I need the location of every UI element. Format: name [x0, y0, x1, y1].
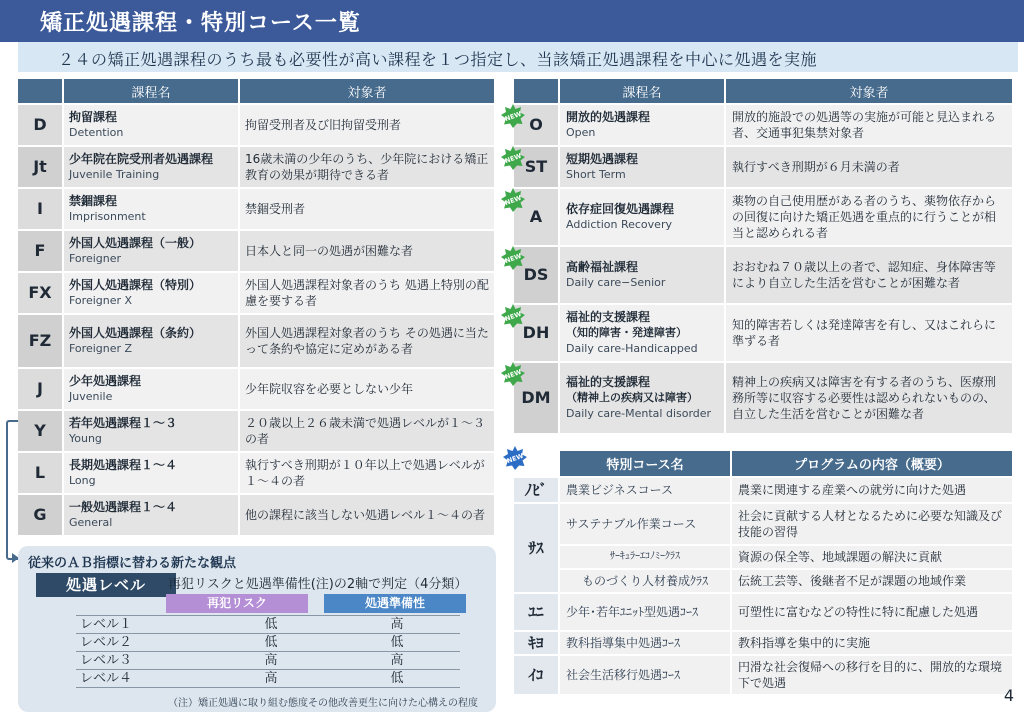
course-name: 長期処遇課程１～４	[69, 458, 178, 472]
course-row	[514, 147, 1014, 187]
course-english-name: Short Term	[566, 168, 626, 181]
course-target: ２０歳以上２６歳未満で処遇レベルが１～３の者	[240, 411, 496, 451]
course-target: 外国人処遇課程対象者のうち 処遇上特別の配慮を要する者	[240, 273, 496, 313]
course-name: 拘留課程	[69, 110, 118, 124]
course-row	[514, 105, 1014, 145]
special-course-name: ｻｰｷｭﾗｰｴｺﾉﾐｰｸﾗｽ	[560, 546, 732, 568]
course-name: 依存症回復処遇課程	[566, 202, 675, 216]
table-header-row	[514, 79, 1014, 103]
level-label: 処遇レベル	[36, 573, 176, 597]
level-readiness-value: 低	[334, 634, 460, 652]
course-target: 禁錮受刑者	[240, 189, 496, 229]
level-risk-value: 低	[208, 616, 334, 634]
course-row	[514, 189, 1014, 245]
course-code: Jt	[33, 157, 47, 176]
course-name-cell	[64, 495, 240, 535]
course-code-cell	[503, 189, 560, 245]
course-english-name: Young	[69, 432, 102, 445]
course-code: O	[529, 115, 543, 134]
special-course-program: 資源の保全等、地域課題の解決に貢献	[732, 546, 1014, 568]
course-english-name: General	[69, 516, 113, 529]
level-risk-value: 高	[208, 652, 334, 670]
course-code: J	[37, 379, 43, 398]
page-number: 4	[1003, 686, 1014, 705]
special-course-name: 教科指導集中処遇ｺｰｽ	[560, 632, 732, 654]
course-code-cell	[18, 453, 64, 493]
course-code-cell	[18, 495, 64, 535]
course-code-cell	[503, 305, 560, 361]
level-name: レベル１	[76, 616, 208, 634]
course-code: F	[34, 241, 46, 260]
course-row	[18, 189, 496, 229]
table-header-row	[514, 451, 1014, 476]
course-name-cell	[64, 189, 240, 229]
course-name: 高齢福祉課程	[566, 260, 639, 274]
course-name: 禁錮課程	[69, 194, 118, 208]
course-code: ST	[524, 157, 548, 176]
new-badge-icon	[500, 245, 526, 271]
course-english-name: Daily care-Handicapped	[566, 342, 698, 355]
course-name: 外国人処遇課程（特別）	[69, 278, 202, 292]
special-course-program: 社会に貢献する人材となるために必要な知識及び技能の習得	[732, 504, 1014, 544]
course-name-cell	[560, 363, 726, 433]
course-code: FZ	[28, 331, 52, 350]
right-course-table	[503, 77, 1014, 435]
course-english-name: Daily care−Senior	[566, 276, 666, 289]
course-english-name: Juvenile Training	[69, 168, 160, 181]
course-row	[18, 231, 496, 271]
course-english-name: Foreigner Z	[69, 342, 133, 355]
level-row	[76, 652, 460, 670]
special-course-program: 伝統工芸等、後継者不足が課題の地域作業	[732, 570, 1014, 592]
course-row	[18, 411, 496, 451]
course-code-cell	[18, 147, 64, 187]
header-blank	[505, 451, 560, 476]
course-target: 日本人と同一の処遇が困難な者	[240, 231, 496, 271]
readiness-column-header: 処遇準備性	[324, 594, 466, 613]
course-code-cell	[18, 273, 64, 313]
course-code: DH	[522, 323, 550, 342]
svg-text:NEW: NEW	[505, 451, 525, 466]
course-name-cell	[64, 453, 240, 493]
special-course-program: 円滑な社会復帰への移行を目的に、開放的な環境下で処遇	[732, 656, 1014, 694]
course-row	[18, 315, 496, 367]
course-row	[514, 247, 1014, 303]
header-program: プログラムの内容（概要）	[732, 451, 1014, 476]
special-course-name: 社会生活移行処遇ｺｰｽ	[560, 656, 732, 694]
level-table	[76, 615, 460, 688]
course-english-name: Foreigner X	[69, 294, 133, 307]
course-name-cell	[560, 105, 726, 145]
course-target: 拘留受刑者及び旧拘留受刑者	[240, 105, 496, 145]
course-name: 短期処遇課程	[566, 152, 639, 166]
course-target: 知的障害若しくは発達障害を有し、又はこれらに準ずる者	[726, 305, 1014, 361]
course-code: Y	[34, 421, 46, 440]
course-name-cell	[560, 189, 726, 245]
header-course: 課程名	[64, 79, 240, 103]
table-header-row	[18, 79, 496, 103]
header-blank	[18, 79, 64, 103]
course-target: 執行すべき刑期が１０年以上で処遇レベルが１～４の者	[240, 453, 496, 493]
course-english-name: Daily care-Mental disorder	[566, 407, 712, 420]
course-target: 他の課程に該当しない処遇レベル１～４の者	[240, 495, 496, 535]
special-course-name: ものづくり人材養成ｸﾗｽ	[560, 570, 732, 592]
course-name-cell	[560, 247, 726, 303]
level-name: レベル４	[76, 670, 208, 688]
level-readiness-value: 低	[334, 670, 460, 688]
new-badge-icon	[500, 145, 526, 171]
course-target: 16歳未満の少年のうち、少年院における矯正教育の効果が期待できる者	[240, 147, 496, 187]
header-target: 対象者	[240, 79, 496, 103]
course-name-cell	[64, 315, 240, 367]
special-course-row	[514, 478, 1014, 502]
special-course-row	[514, 656, 1014, 694]
special-course-row	[514, 594, 1014, 630]
course-target: 精神上の疾病又は障害を有する者のうち、医療刑務所等に収容する必要性は認められないものの、自立した生活を営むことが困難な者	[726, 363, 1014, 433]
course-subname: （知的障害・発達障害）	[566, 326, 687, 339]
level-name: レベル３	[76, 652, 208, 670]
course-row	[18, 105, 496, 145]
special-course-abbr: ｻｽ	[514, 504, 560, 592]
course-target: 外国人処遇課程対象者のうち その処遇に当たって条約や協定に定めがある者	[240, 315, 496, 367]
level-row	[76, 634, 460, 652]
new-badge-icon	[502, 445, 528, 471]
course-code: DM	[521, 388, 551, 407]
course-name-cell	[64, 231, 240, 271]
subtitle-bar	[18, 42, 1018, 72]
course-english-name: Addiction Recovery	[566, 218, 672, 231]
left-course-table	[18, 77, 496, 537]
new-badge-icon	[500, 303, 526, 329]
course-code: DS	[523, 265, 549, 284]
title-bar	[0, 0, 1024, 42]
course-row	[18, 453, 496, 493]
svg-text:NEW: NEW	[503, 151, 523, 166]
course-name: 福祉的支援課程	[566, 310, 651, 324]
course-code-cell	[503, 363, 560, 433]
svg-text:NEW: NEW	[503, 109, 523, 124]
course-code-cell	[18, 315, 64, 367]
course-name: 若年処遇課程１～３	[69, 416, 178, 430]
course-row	[514, 305, 1014, 361]
special-course-program: 農業に関連する産業への就労に向けた処遇	[732, 478, 1014, 502]
course-code: L	[34, 463, 46, 482]
course-english-name: Juvenile	[69, 390, 113, 403]
special-course-program: 可塑性に富むなどの特性に特に配慮した処遇	[732, 594, 1014, 630]
course-name: 少年処遇課程	[69, 374, 142, 388]
course-code-cell	[503, 105, 560, 145]
level-readiness-value: 高	[334, 652, 460, 670]
header-blank	[514, 79, 560, 103]
course-row	[18, 273, 496, 313]
level-row	[76, 670, 460, 688]
special-course-row	[514, 504, 1014, 544]
header-course: 課程名	[560, 79, 726, 103]
course-code-cell	[18, 231, 64, 271]
level-bracket	[6, 420, 18, 560]
svg-text:NEW: NEW	[503, 309, 523, 324]
level-note: （注）矯正処遇に取り組む態度その他改善更生に向けた心構えの程度	[168, 698, 478, 709]
course-code-cell	[18, 411, 64, 451]
level-risk-value: 高	[208, 670, 334, 688]
course-target: 執行すべき刑期が６月未満の者	[726, 147, 1014, 187]
course-code: A	[529, 207, 543, 226]
svg-text:NEW: NEW	[503, 367, 523, 382]
course-subname: （精神上の疾病又は障害）	[566, 391, 698, 404]
course-name-cell	[560, 305, 726, 361]
course-code-cell	[18, 369, 64, 409]
page-title: 矯正処遇課程・特別コース一覧	[40, 11, 361, 36]
course-row	[514, 363, 1014, 433]
course-name: 一般処遇課程１～４	[69, 500, 178, 514]
course-target: おおむね７０歳以上の者で、認知症、身体障害等により自立した生活を営むことが困難な者	[726, 247, 1014, 303]
special-course-abbr: ｲｺ	[514, 656, 560, 694]
course-name: 開放的処遇課程	[566, 110, 651, 124]
course-name-cell	[560, 147, 726, 187]
course-name: 外国人処遇課程（一般）	[69, 236, 202, 250]
course-name: 外国人処遇課程（条約）	[69, 326, 202, 340]
header-special-course: 特別コース名	[560, 451, 732, 476]
course-code-cell	[503, 247, 560, 303]
course-name-cell	[64, 369, 240, 409]
course-target: 開放的施設での処遇等の実施が可能と見込まれる者、交通事犯集禁対象者	[726, 105, 1014, 145]
special-course-row	[514, 546, 1014, 568]
course-target: 少年院収容を必要としない少年	[240, 369, 496, 409]
special-course-program: 教科指導を集中的に実施	[732, 632, 1014, 654]
svg-text:NEW: NEW	[503, 193, 523, 208]
course-code: FX	[28, 283, 52, 302]
course-name-cell	[64, 273, 240, 313]
course-row	[18, 369, 496, 409]
level-risk-value: 低	[208, 634, 334, 652]
course-name: 少年院在院受刑者処遇課程	[69, 152, 214, 166]
level-name: レベル２	[76, 634, 208, 652]
course-code: G	[33, 505, 47, 524]
course-english-name: Detention	[69, 126, 124, 139]
special-course-name: 少年･若年ﾕﾆｯﾄ型処遇ｺｰｽ	[560, 594, 732, 630]
special-course-name: 農業ビジネスコース	[560, 478, 732, 502]
treatment-level-panel	[18, 546, 496, 712]
special-course-row	[514, 570, 1014, 592]
level-section-title: 従来のＡＢ指標に替わる新たな観点	[28, 556, 237, 571]
special-course-row	[514, 632, 1014, 654]
course-row	[18, 147, 496, 187]
new-badge-icon	[500, 103, 526, 129]
course-name-cell	[64, 147, 240, 187]
new-badge-icon	[500, 361, 526, 387]
course-name-cell	[64, 411, 240, 451]
special-course-abbr: ﾕﾆ	[514, 594, 560, 630]
course-english-name: Open	[566, 126, 596, 139]
level-readiness-value: 高	[334, 616, 460, 634]
level-row	[76, 616, 460, 634]
course-target: 薬物の自己使用歴がある者のうち、薬物依存からの回復に向けた矯正処遇を重点的に行うことが相当と認められる者	[726, 189, 1014, 245]
course-name-cell	[64, 105, 240, 145]
new-badge-icon	[500, 187, 526, 213]
course-name: 福祉的支援課程	[566, 375, 651, 389]
course-english-name: Long	[69, 474, 96, 487]
course-english-name: Foreigner	[69, 252, 122, 265]
header-target: 対象者	[726, 79, 1014, 103]
course-code-cell	[18, 105, 64, 145]
special-course-name: サステナブル作業コース	[560, 504, 732, 544]
special-course-abbr: ｷﾖ	[514, 632, 560, 654]
course-code: I	[37, 199, 43, 218]
level-description: 再犯リスクと処遇準備性(注)の2軸で判定（4分類）	[168, 577, 468, 592]
page-subtitle: ２４の矯正処遇課程のうち最も必要性が高い課程を１つ指定し、当該矯正処遇課程を中心に処遇を実施	[58, 50, 818, 69]
course-code: D	[33, 115, 47, 134]
course-code-cell	[18, 189, 64, 229]
svg-text:NEW: NEW	[503, 251, 523, 266]
course-code-cell	[503, 147, 560, 187]
course-english-name: Imprisonment	[69, 210, 146, 223]
risk-column-header: 再犯リスク	[166, 594, 308, 613]
special-course-table	[505, 449, 1014, 696]
course-row	[18, 495, 496, 535]
special-course-abbr: ﾉﾋﾞ	[514, 478, 560, 502]
